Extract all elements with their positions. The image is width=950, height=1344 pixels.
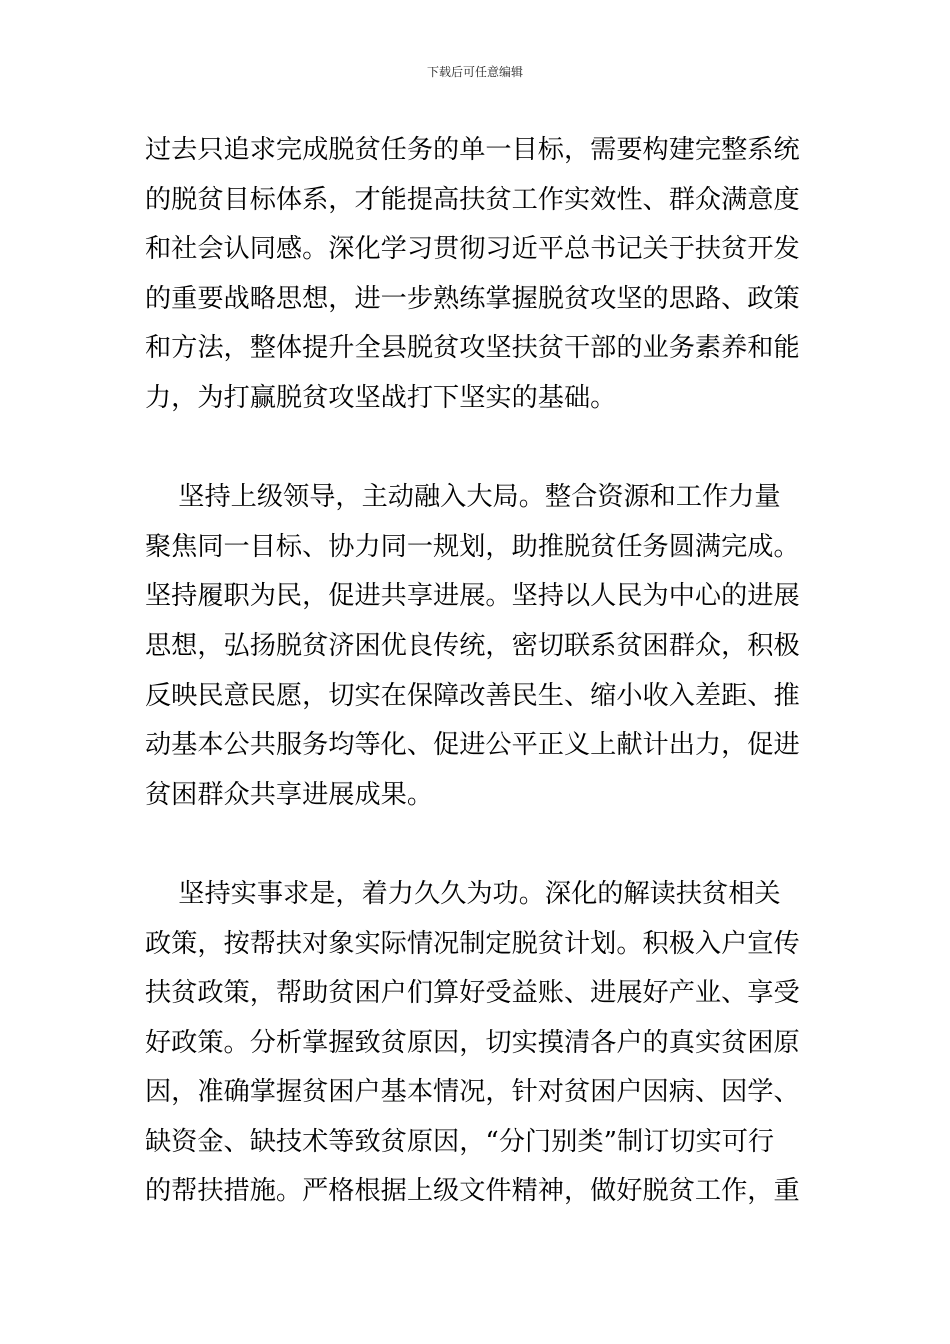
document-body (145, 126, 813, 1217)
paragraph-3 (145, 870, 813, 1217)
text-line: 聚焦同一目标、协力同一规划，助推脱贫任务圆满完成。 (145, 531, 800, 562)
text-line: 的脱贫目标体系，才能提高扶贫工作实效性、群众满意度 (145, 184, 800, 215)
page-header-note: 下载后可任意编辑 (426, 65, 523, 79)
text-line: 的重要战略思想，进一步熟练掌握脱贫攻坚的思路、政策 (145, 283, 800, 314)
text-line: 和方法，整体提升全县脱贫攻坚扶贫干部的业务素养和能 (145, 333, 800, 364)
paragraph-2 (145, 473, 813, 820)
paragraph-gap (145, 820, 813, 870)
paragraph-1 (145, 126, 813, 424)
text-line: 坚持履职为民，促进共享进展。坚持以人民为中心的进展 (145, 581, 800, 612)
text-line: 思想，弘扬脱贫济困优良传统，密切联系贫困群众，积极 (145, 630, 800, 661)
text-line: 坚持实事求是，着力久久为功。深化的解读扶贫相关 (145, 878, 781, 909)
text-line: 过去只追求完成脱贫任务的单一目标，需要构建完整系统 (145, 135, 800, 165)
text-line: 政策，按帮扶对象实际情况制定脱贫计划。积极入户宣传 (145, 928, 800, 959)
text-line: 贫困群众共享进展成果。 (145, 779, 434, 810)
text-line: 好政策。分析掌握致贫原因，切实摸清各户的真实贫困原 (145, 1027, 800, 1058)
text-line: 反映民意民愿，切实在保障改善民生、缩小收入差距、推 (145, 680, 800, 711)
text-line: 的帮扶措施。严格根据上级文件精神，做好脱贫工作，重 (145, 1176, 800, 1207)
text-line: 因，准确掌握贫困户基本情况，针对贫困户因病、因学、 (145, 1077, 800, 1108)
text-line: 扶贫政策，帮助贫困户们算好受益账、进展好产业、享受 (145, 978, 800, 1009)
text-line: 和社会认同感。深化学习贯彻习近平总书记关于扶贫开发 (145, 234, 800, 265)
text-line: 力，为打赢脱贫攻坚战打下坚实的基础。 (145, 382, 617, 413)
text-line: 动基本公共服务均等化、促进公平正义上献计出力，促进 (145, 730, 800, 761)
text-line: 缺资金、缺技术等致贫原因，“分门别类”制订切实可行 (145, 1126, 775, 1157)
paragraph-gap (145, 424, 813, 474)
text-line: 坚持上级领导，主动融入大局。整合资源和工作力量 (145, 482, 781, 513)
